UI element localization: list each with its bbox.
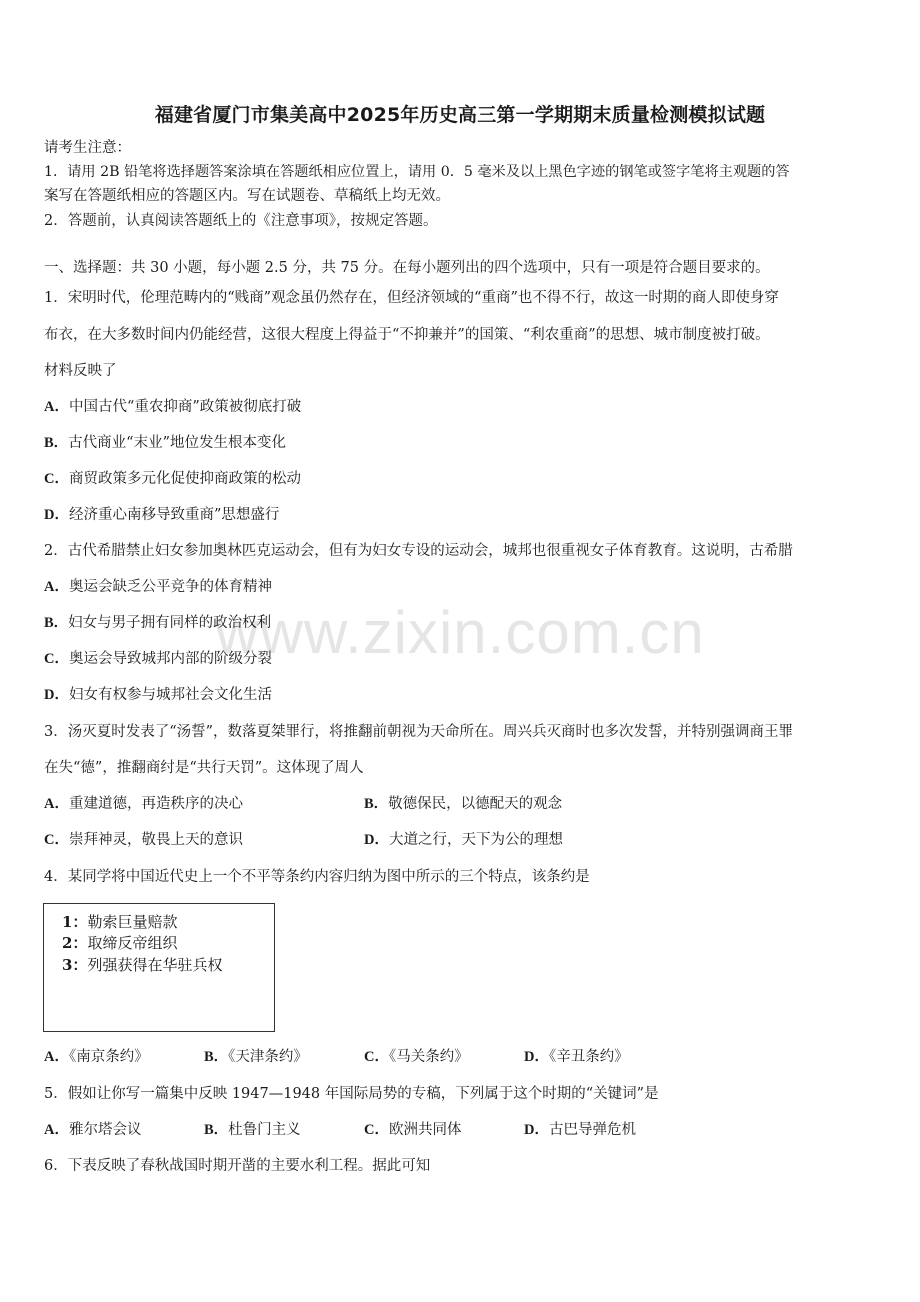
q4-option-a[interactable] — [44, 1047, 149, 1067]
q3-option-a[interactable] — [44, 794, 243, 814]
option-text: 古巴导弹危机 — [548, 1122, 636, 1138]
q2-option-a[interactable] — [44, 577, 272, 597]
option-letter: D． — [44, 507, 69, 523]
option-letter: B． — [204, 1049, 229, 1065]
option-letter: D． — [524, 1049, 549, 1065]
option-text: 重建道德，再造秩序的决心 — [68, 796, 243, 812]
option-letter: B． — [44, 435, 69, 451]
q1-stem-b: 布衣，在大多数时间内仍能经营，这很大程度上得益于“不抑兼并”的国策、“利农重商”的思想、城市制度被打破。 — [44, 327, 770, 343]
q4-feature-box — [43, 903, 275, 1032]
option-letter: C． — [44, 651, 69, 667]
feature-item — [62, 911, 177, 932]
option-text: 中国古代“重农抑商”政策被彻底打破 — [68, 399, 302, 415]
q5-option-c[interactable] — [364, 1120, 461, 1140]
notice-item-1a: 1．请用 2B 铅笔将选择题答案涂填在答题纸相应位置上，请用 0．5 毫米及以上黑色字迹的钢笔或签字笔将主观题的答 — [44, 164, 790, 180]
feature-number: 3： — [62, 956, 88, 974]
q2-stem: 2．古代希腊禁止妇女参加奥林匹克运动会，但有为妇女专设的运动会，城邦也很重视女子体育教育。这说明，古希腊 — [44, 543, 793, 559]
option-letter: A． — [44, 399, 69, 415]
q3-option-c[interactable] — [44, 830, 243, 850]
feature-text: 取缔反帝组织 — [87, 934, 178, 952]
option-text: 欧洲共同体 — [388, 1122, 462, 1138]
option-text: 妇女有权参与城邦社会文化生活 — [68, 687, 272, 703]
q6-stem: 6．下表反映了春秋战国时期开凿的主要水利工程。据此可知 — [44, 1158, 431, 1174]
q1-stem-a: 1．宋明时代，伦理范畴内的“贱商”观念虽仍然存在，但经济领域的“重商”也不得不行，故这一时期的商人即使身穿 — [44, 290, 779, 306]
option-letter: C． — [44, 832, 69, 848]
q4-option-d[interactable] — [524, 1047, 629, 1067]
option-text: 奥运会缺乏公平竞争的体育精神 — [68, 579, 272, 595]
feature-text: 列强获得在华驻兵权 — [87, 956, 223, 974]
option-letter: D． — [44, 687, 69, 703]
feature-text: 勒索巨量赔款 — [87, 913, 178, 931]
notice-item-2: 2．答题前，认真阅读答题纸上的《注意事项》，按规定答题。 — [44, 213, 438, 229]
option-text: 《南京条约》 — [68, 1049, 149, 1065]
option-text: 《辛丑条约》 — [548, 1049, 629, 1065]
q2-option-b[interactable] — [44, 613, 271, 633]
notice-item-1b: 案写在答题纸相应的答题区内。写在试题卷、草稿纸上均无效。 — [44, 188, 450, 204]
option-letter: B． — [364, 796, 389, 812]
option-letter: C． — [364, 1122, 389, 1138]
q3-stem-b: 在失“德”，推翻商纣是“共行天罚”。这体现了周人 — [44, 760, 364, 776]
feature-item — [62, 954, 222, 975]
q4-option-c[interactable] — [364, 1047, 469, 1067]
option-text: 妇女与男子拥有同样的政治权利 — [68, 615, 272, 631]
notice-header: 请考生注意： — [44, 140, 131, 156]
option-text: 崇拜神灵，敬畏上天的意识 — [68, 832, 243, 848]
q1-option-b[interactable] — [44, 433, 286, 453]
option-text: 古代商业“末业”地位发生根本变化 — [68, 435, 286, 451]
section-heading: 一、选择题：共 30 小题，每小题 2.5 分，共 75 分。在每小题列出的四个选项中，只有一项是符合题目要求的。 — [44, 260, 770, 276]
option-text: 雅尔塔会议 — [68, 1122, 142, 1138]
option-letter: A． — [44, 1049, 69, 1065]
option-letter: A． — [44, 796, 69, 812]
q1-option-a[interactable] — [44, 397, 301, 417]
feature-item — [62, 932, 177, 953]
q5-stem: 5．假如让你写一篇集中反映 1947—1948 年国际局势的专稿，下列属于这个时期的“关键词”是 — [44, 1086, 659, 1102]
q5-option-b[interactable] — [204, 1120, 301, 1140]
option-text: 《天津条约》 — [228, 1049, 308, 1065]
q1-option-c[interactable] — [44, 469, 301, 489]
option-text: 经济重心南移导致重商”思想盛行 — [68, 507, 280, 523]
option-text: 奥运会导致城邦内部的阶级分裂 — [68, 651, 272, 667]
option-text: 商贸政策多元化促使抑商政策的松动 — [68, 471, 301, 487]
feature-number: 2： — [62, 934, 88, 952]
q5-option-a[interactable] — [44, 1120, 141, 1140]
q2-option-d[interactable] — [44, 685, 272, 705]
feature-number: 1： — [62, 913, 88, 931]
option-text: 敬德保民，以德配天的观念 — [388, 796, 563, 812]
q1-stem-c: 材料反映了 — [44, 363, 117, 379]
option-text: 大道之行，天下为公的理想 — [388, 832, 563, 848]
q4-option-b[interactable] — [204, 1047, 308, 1067]
q5-option-d[interactable] — [524, 1120, 636, 1140]
q4-stem: 4．某同学将中国近代史上一个不平等条约内容归纳为图中所示的三个特点，该条约是 — [44, 869, 590, 885]
watermark: www.zixin.com.cn — [215, 599, 705, 666]
q3-option-d[interactable] — [364, 830, 563, 850]
q2-option-c[interactable] — [44, 649, 272, 669]
option-letter: D． — [524, 1122, 549, 1138]
page-title: 福建省厦门市集美高中2025年历史高三第一学期期末质量检测模拟试题 — [154, 104, 766, 126]
option-letter: C． — [364, 1049, 389, 1065]
option-letter: A． — [44, 579, 69, 595]
q1-option-d[interactable] — [44, 505, 279, 525]
option-text: 杜鲁门主义 — [228, 1122, 301, 1138]
q3-stem-a: 3．汤灭夏时发表了“汤誓”，数落夏桀罪行，将推翻前朝视为天命所在。周兴兵灭商时也多次发誓，并特别强调商王罪 — [44, 724, 794, 740]
option-letter: B． — [44, 615, 69, 631]
option-text: 《马关条约》 — [388, 1049, 469, 1065]
option-letter: A． — [44, 1122, 69, 1138]
option-letter: C． — [44, 471, 69, 487]
q3-option-b[interactable] — [364, 794, 562, 814]
option-letter: D． — [364, 832, 389, 848]
option-letter: B． — [204, 1122, 229, 1138]
